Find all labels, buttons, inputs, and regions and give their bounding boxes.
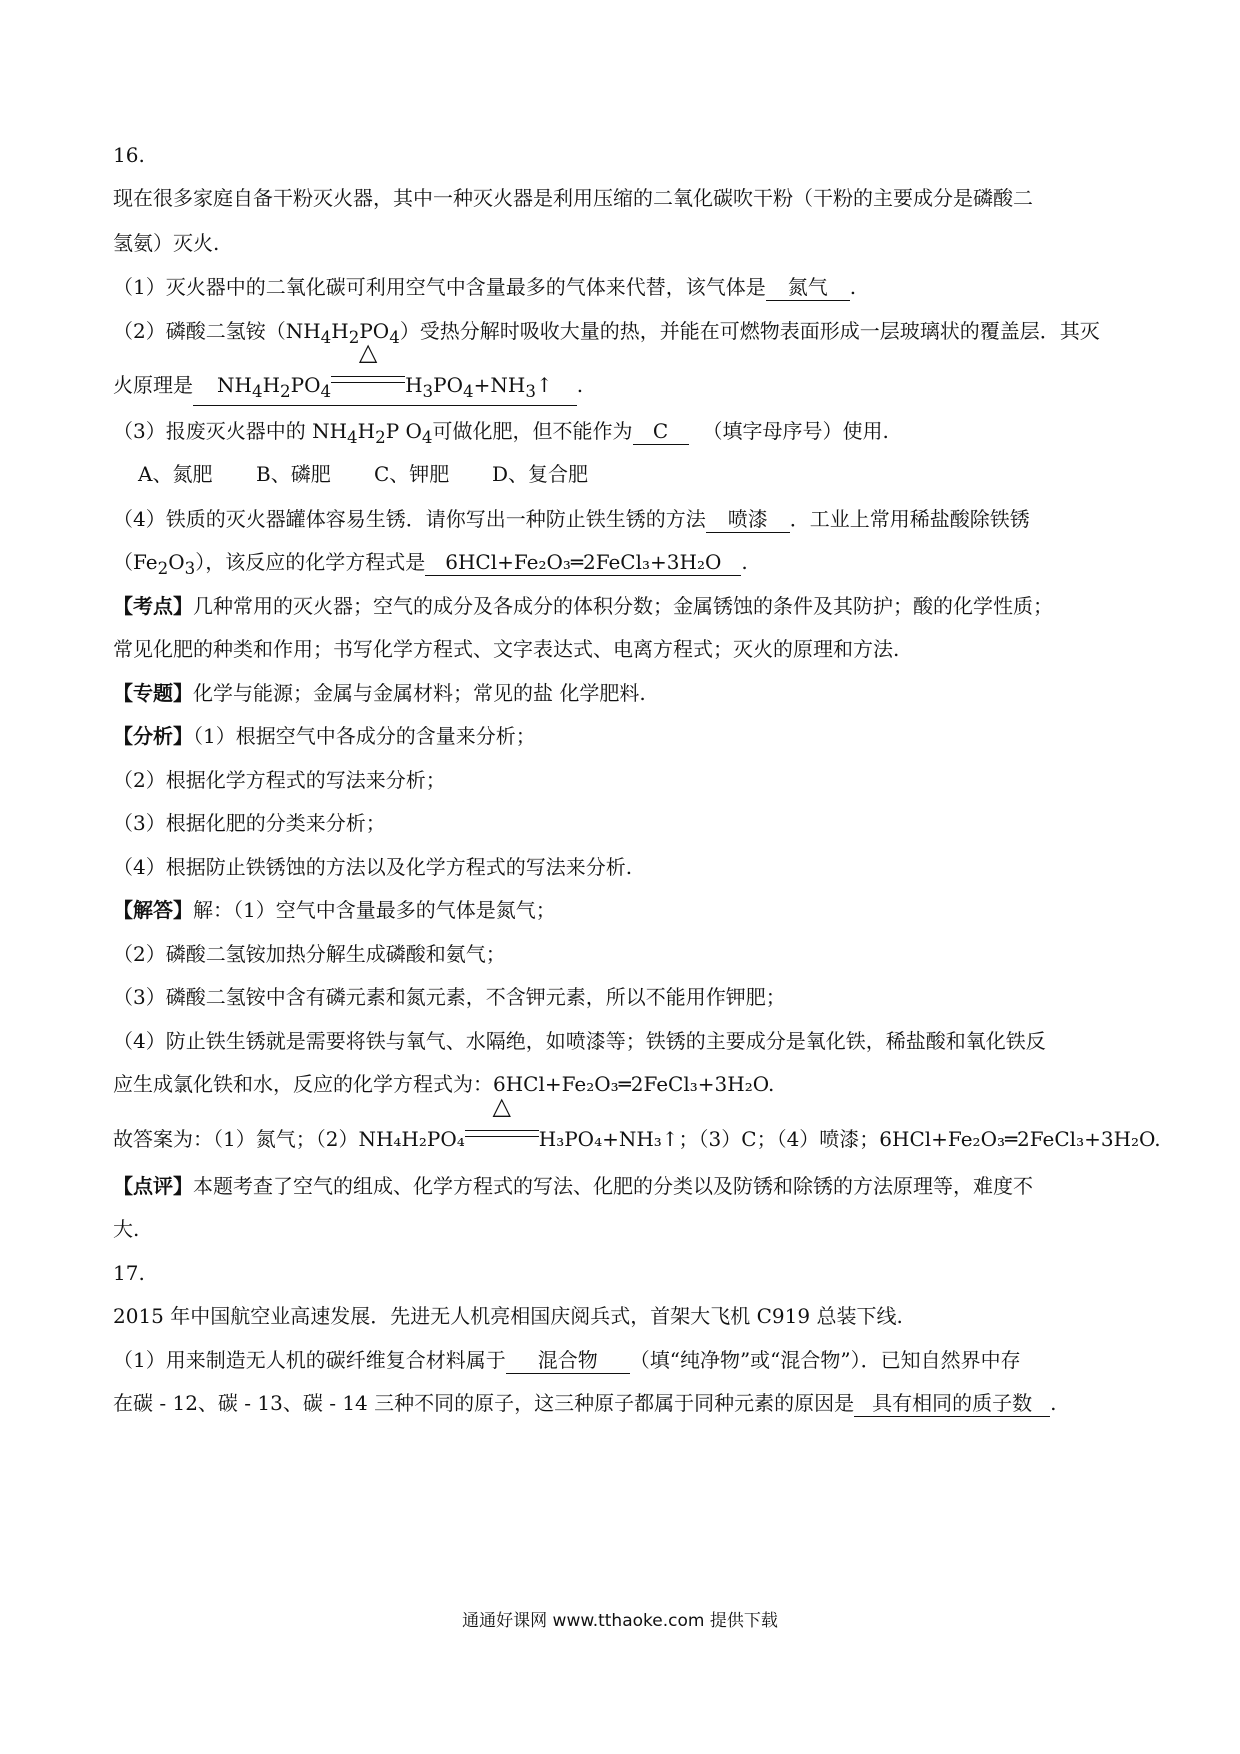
kaodian-line2: 常见化肥的种类和作用；书写化学方程式、文字表达式、电离方程式；灭火的原理和方法. — [113, 637, 900, 661]
jieda-tag: 【解答】 — [113, 898, 193, 922]
heating-equals-sign — [331, 338, 405, 392]
q17-part1-answer2: 具有相同的质子数 — [854, 1390, 1050, 1417]
q16-part2-line1: （2）磷酸二氢铵$(NH_4H_2PO_4)$受热分解时吸收大量的热，并能在可燃物表面形成一层玻璃状的覆盖层．其灭 — [113, 319, 1100, 347]
text: （4）铁质的灭火器罐体容易生锈．请你写出一种防止铁生锈的方法 — [113, 507, 706, 531]
text: H₃PO₄+NH₃↑；（3）C；（4）喷漆；6HCl+Fe₂O₃═2FeCl₃+3H₂O. — [538, 1127, 1161, 1151]
jieda-line3: （3）磷酸二氢铵中含有磷元素和氮元素，不含钾元素，所以不能用作钾肥； — [113, 985, 786, 1009]
text: 本题考查了空气的组成、化学方程式的写法、化肥的分类以及防锈和除锈的方法原理等，难度不 — [193, 1174, 1033, 1198]
option-d: D、复合肥 — [492, 462, 589, 486]
fenxi-line3: （3）根据化肥的分类来分析； — [113, 811, 386, 835]
option-b: B、磷肥 — [256, 462, 331, 486]
q16-stem-line2: 氢氨）灭火. — [113, 231, 220, 255]
text: NH — [217, 373, 252, 397]
delta-triangle-icon: △ — [492, 1092, 511, 1120]
period: . — [741, 550, 748, 574]
q17-part1-answer1: 混合物 — [506, 1347, 630, 1374]
kaodian-tag: 【考点】 — [113, 594, 193, 618]
double-bar — [331, 376, 405, 383]
jieda-line4: （4）防止铁生锈就是需要将铁与氧气、水隔绝，如喷漆等；铁锈的主要成分是氧化铁，稀盐酸和氧化铁反 — [113, 1029, 1046, 1053]
q16-part4-answer2: 6HCl+Fe₂O₃═2FeCl₃+3H₂O — [425, 549, 741, 576]
text: （3）报废灭火器中的 NH — [113, 419, 348, 443]
text: H — [405, 373, 423, 397]
q16-part4-line2: $(Fe_2O_3)$，该反应的化学方程式是 6HCl+Fe₂O₃═2FeCl₃+3H₂O . — [113, 550, 748, 578]
jieda-line2: （2）磷酸二氢铵加热分解生成磷酸和氨气； — [113, 942, 506, 966]
text: ）受热分解时吸收大量的热，并能在可燃物表面形成一层玻璃状的覆盖层．其灭 — [399, 319, 1100, 343]
text: ），该反应的化学方程式是 — [195, 550, 426, 574]
footer-watermark: 通通好课网 www.tthaoke.com 提供下载 — [462, 1611, 778, 1631]
q16-stem-line1: 现在很多家庭自备干粉灭火器，其中一种灭火器是利用压缩的二氧化碳吹干粉（干粉的主要成分是磷酸二 — [113, 186, 1033, 210]
text: O — [168, 550, 185, 574]
text: （填“纯净物”或“混合物”）．已知自然界中存 — [629, 1348, 1021, 1372]
heating-equals-sign — [465, 1092, 539, 1146]
text: （1）用来制造无人机的碳纤维复合材料属于 — [113, 1348, 506, 1372]
fenxi-tag: 【分析】 — [113, 724, 193, 748]
q16-part3: （3）报废灭火器中的 $NH_4H_2P$ $O_4$可做化肥，但不能作为 C （填字母序号）使用. — [113, 419, 889, 447]
text: +NH — [473, 373, 526, 397]
period: . — [1050, 1391, 1057, 1415]
text: 火原理是 — [113, 373, 193, 397]
q16-part1-answer: 氮气 — [766, 274, 850, 301]
period: . — [849, 275, 857, 299]
q17-part1-line2 — [113, 1388, 1056, 1418]
dianping-line1 — [113, 1171, 1033, 1201]
text: 可做化肥，但不能作为 — [432, 419, 633, 443]
kaodian-line1 — [113, 591, 1053, 621]
q16-part2-line2 — [113, 338, 584, 406]
q16-part1 — [113, 272, 856, 302]
q17-part1-line1 — [113, 1345, 1021, 1375]
question-16-number: 16. — [113, 143, 145, 167]
period: . — [576, 373, 584, 397]
q17-stem: 2015 年中国航空业高速发展．先进无人机亮相国庆阅兵式，首架大飞机 C919 总装下线. — [113, 1304, 903, 1328]
question-17-number: 17. — [113, 1261, 145, 1285]
jieda-line1 — [113, 895, 556, 925]
text: 故答案为：（1）氮气；（2）NH₄H₂PO₄ — [113, 1127, 465, 1151]
text: 几种常用的灭火器；空气的成分及各成分的体积分数；金属锈蚀的条件及其防护；酸的化学性质； — [193, 594, 1053, 618]
final-answer-line — [113, 1092, 1161, 1154]
q16-part3-options — [138, 459, 588, 489]
dianping-tag: 【点评】 — [113, 1174, 193, 1198]
option-c: C、钾肥 — [374, 462, 450, 486]
up-arrow-icon: ↑ — [535, 373, 553, 397]
text: 在碳 - 12、碳 - 13、碳 - 14 三种不同的原子，这三种原子都属于同种元素的原因是 — [113, 1391, 855, 1415]
delta-triangle-icon: △ — [358, 338, 378, 366]
q16-part4-answer1: 喷漆 — [706, 506, 790, 533]
q16-part2-answer-equation: $NH_4H_2PO_4$ △ $H_3PO_4+NH_3↑$ — [193, 366, 577, 406]
dianping-line2: 大. — [113, 1217, 140, 1241]
text: H — [262, 373, 281, 397]
q16-part1-text: （1）灭火器中的二氧化碳可利用空气中含量最多的气体来代替，该气体是 — [113, 275, 766, 299]
q16-part4-line1 — [113, 504, 1030, 534]
text: 化学与能源；金属与金属材料；常见的盐 化学肥料. — [193, 681, 646, 705]
jieda-line5: 应生成氯化铁和水，反应的化学方程式为：6HCl+Fe₂O₃═2FeCl₃+3H₂O. — [113, 1072, 775, 1096]
text: （Fe — [113, 550, 158, 574]
text: P O — [385, 419, 422, 443]
text: （填字母序号）使用. — [702, 419, 889, 443]
text: 解：（1）空气中含量最多的气体是氮气； — [193, 898, 556, 922]
fenxi-line4: （4）根据防止铁锈蚀的方法以及化学方程式的写法来分析. — [113, 855, 633, 879]
text: H — [331, 319, 349, 343]
text: （1）根据空气中各成分的含量来分析； — [193, 724, 536, 748]
zhuanti-tag: 【专题】 — [113, 681, 193, 705]
fenxi-line2: （2）根据化学方程式的写法来分析； — [113, 768, 446, 792]
text: PO — [433, 373, 464, 397]
text: H — [357, 419, 376, 443]
double-bar — [465, 1130, 539, 1137]
option-a: A、氮肥 — [138, 462, 213, 486]
zhuanti-line — [113, 678, 646, 708]
text: （2）磷酸二氢铵（NH — [113, 319, 321, 343]
q16-part3-answer: C — [633, 418, 689, 445]
text: ．工业上常用稀盐酸除铁锈 — [789, 507, 1030, 531]
text: PO — [290, 373, 321, 397]
fenxi-line1 — [113, 721, 536, 751]
text: PO — [359, 319, 390, 343]
